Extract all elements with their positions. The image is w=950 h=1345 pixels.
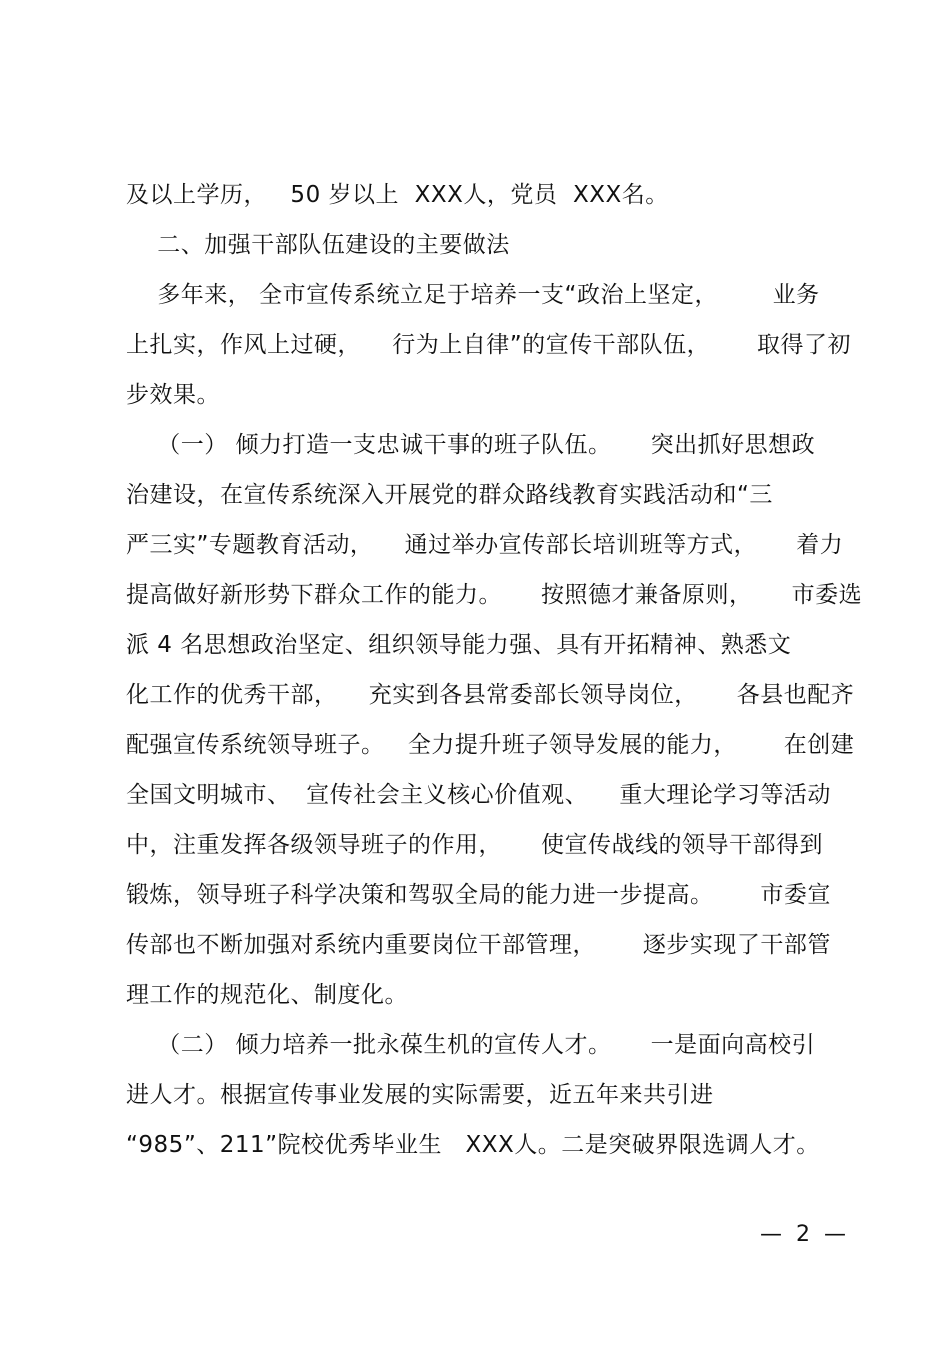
body-text-line: 化工作的优秀干部， 充实到各县常委部长领导岗位， 各县也配齐 bbox=[126, 682, 855, 708]
subsection-heading-line: （一） 倾力打造一支忠诚干事的班子队伍。 突出抓好思想政 bbox=[126, 432, 816, 458]
page-number: — 2 — bbox=[760, 1222, 846, 1247]
section-heading: 二、加强干部队伍建设的主要做法 bbox=[126, 232, 510, 258]
body-text-line: 上扎实，作风上过硬， 行为上自律”的宣传干部队伍， 取得了初 bbox=[126, 332, 852, 358]
body-text-line: 步效果。 bbox=[126, 382, 220, 408]
body-text-line: 配强宣传系统领导班子。 全力提升班子领导发展的能力， 在创建 bbox=[126, 732, 855, 758]
body-text-line: 及以上学历， 50 岁以上 XXX人，党员 XXX名。 bbox=[126, 182, 669, 208]
subsection-heading-line: （二） 倾力培养一批永葆生机的宣传人才。 一是面向高校引 bbox=[126, 1032, 816, 1058]
body-text-line: 理工作的规范化、制度化。 bbox=[126, 982, 408, 1008]
body-text-line: 严三实”专题教育活动， 通过举办宣传部长培训班等方式， 着力 bbox=[126, 532, 844, 558]
body-text-line: 传部也不断加强对系统内重要岗位干部管理， 逐步实现了干部管 bbox=[126, 932, 831, 958]
body-text-line: 多年来， 全市宣传系统立足于培养一支“政治上坚定， 业务 bbox=[126, 282, 820, 308]
body-text-line: “985”、211”院校优秀毕业生 XXX人。二是突破界限选调人才。 bbox=[126, 1132, 820, 1158]
body-text-line: 中，注重发挥各级领导班子的作用， 使宣传战线的领导干部得到 bbox=[126, 832, 824, 858]
body-text-line: 派 4 名思想政治坚定、组织领导能力强、具有开拓精神、熟悉文 bbox=[126, 632, 792, 658]
body-text-line: 全国文明城市、 宣传社会主义核心价值观、 重大理论学习等活动 bbox=[126, 782, 831, 808]
body-text-line: 治建设，在宣传系统深入开展党的群众路线教育实践活动和“三 bbox=[126, 482, 773, 508]
body-text-line: 进人才。根据宣传事业发展的实际需要，近五年来共引进 bbox=[126, 1082, 714, 1108]
body-text-line: 锻炼，领导班子科学决策和驾驭全局的能力进一步提高。 市委宣 bbox=[126, 882, 831, 908]
body-text-line: 提高做好新形势下群众工作的能力。 按照德才兼备原则， 市委选 bbox=[126, 582, 863, 608]
